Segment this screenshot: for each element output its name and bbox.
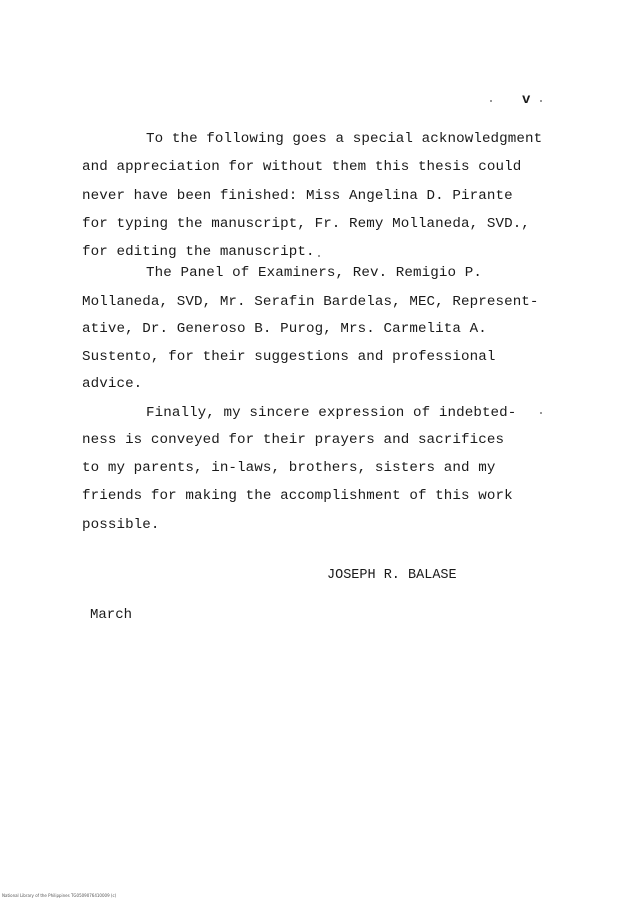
date-line: March bbox=[90, 607, 133, 623]
text-line: ative, Dr. Generoso B. Purog, Mrs. Carmelita A. bbox=[82, 321, 487, 337]
text-line: Sustento, for their suggestions and professional bbox=[82, 349, 496, 365]
text-line: possible. bbox=[82, 517, 160, 533]
scan-speck bbox=[318, 255, 320, 257]
text-line: Finally, my sincere expression of indebted- bbox=[146, 405, 517, 421]
footer-text: National Library of the Philippines TG0509076410009 (c) bbox=[2, 893, 117, 898]
scan-speck bbox=[490, 100, 492, 102]
text-line: ness is conveyed for their prayers and sacrifices bbox=[82, 432, 505, 448]
text-line: friends for making the accomplishment of this work bbox=[82, 488, 513, 504]
text-line: never have been finished: Miss Angelina D. Pirante bbox=[82, 188, 513, 204]
text-line: The Panel of Examiners, Rev. Remigio P. bbox=[146, 265, 482, 281]
page-number: v bbox=[522, 92, 531, 108]
text-line: Mollaneda, SVD, Mr. Serafin Bardelas, MEC, Represent- bbox=[82, 294, 539, 310]
text-line: advice. bbox=[82, 376, 143, 392]
signature-name: JOSEPH R. BALASE bbox=[327, 568, 457, 583]
scan-speck bbox=[540, 412, 542, 414]
text-line: for editing the manuscript. bbox=[82, 244, 315, 260]
scan-speck bbox=[540, 100, 542, 102]
text-line: and appreciation for without them this thesis could bbox=[82, 159, 522, 175]
text-line: To the following goes a special acknowledgment bbox=[146, 131, 543, 147]
text-line: to my parents, in-laws, brothers, sisters and my bbox=[82, 460, 496, 476]
text-line: for typing the manuscript, Fr. Remy Mollaneda, SVD., bbox=[82, 216, 530, 232]
